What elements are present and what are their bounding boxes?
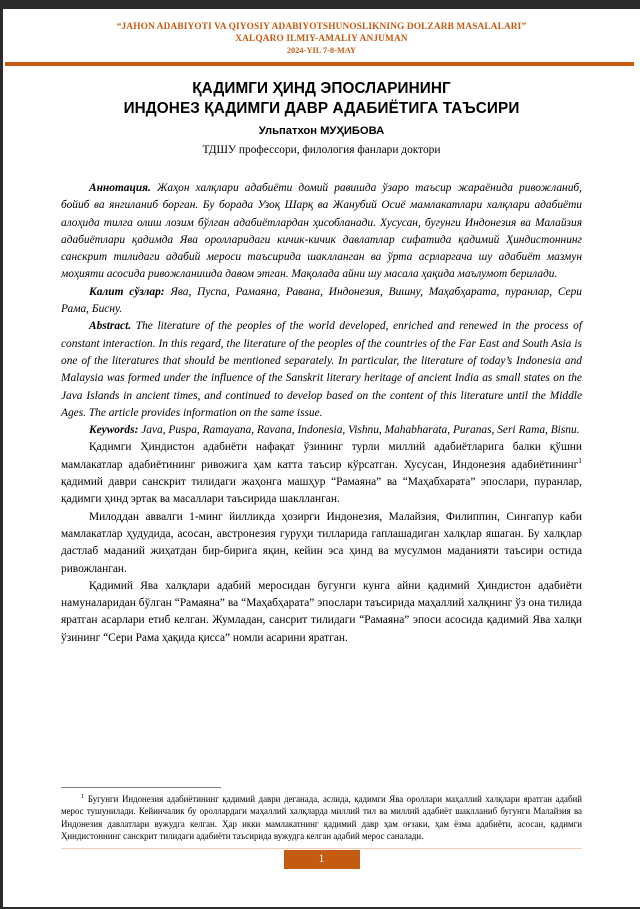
- footnote-reference-marker[interactable]: 1: [578, 455, 582, 465]
- conference-subtitle: XALQARO ILMIY-AMALIY ANJUMAN: [235, 34, 408, 44]
- conference-header: [3, 9, 640, 57]
- keywords-en-text: Java, Puspa, Ramayana, Ravana, Indonesia, Vishnu, Mahabharata, Puranas, Seri Rama, Bisnu.: [141, 424, 580, 437]
- keywords-uz-label: Калит сўзлар:: [89, 285, 165, 298]
- body-paragraph-2: Милоддан аввалги 1-минг йилликда ҳозирги Индонезия, Малайзия, Филиппин, Сингапур каби мамлакатлар ҳудудида, асосан, австронезия гуруҳи тилларида гаплашадиган халқлар яшаган. Бу халқлар дастлаб маданий жиҳатдан бир-бирига яқин, кейин эса ҳинд ва мусулмон маданияти таъсири остида ривожланган.: [61, 510, 582, 575]
- page-sheet: [3, 9, 640, 907]
- body-paragraph-1-part2: қадимий даври санскрит тилидаги жаҳонга машҳур “Рамаяна” ва “Маҳабхарата” эпослари, пуранлар, қадимги ҳинд эртак ва масаллари таъсирида шаклланган.: [61, 476, 582, 506]
- author-name: Ульпатхон МУҲИБОВА: [258, 125, 385, 137]
- footnote-text: Бугунги Индонезия адабиётининг қадимий даври деганада, аслида, қадимги Ява ороллари маҳаллий халқлари яратган адабий мерос тушунилади. Кейинчалик бу ороллардаги маҳаллий халқларда миллий тил ва миллий адабиёт шаклланиб бугунги Малайзия ва Индонезия давлатлари вужудга келган. Ҳар икки мамлакатнинг қадимий давр ҳам оғзаки, ҳам ёзма адабиёти, асосан, қадимги Ҳиндистоннинг санскрит тилидаги адабиёти таъсирида вужудга келган адабий мерос саналади.: [61, 793, 582, 842]
- header-accent-rule: [5, 62, 634, 66]
- page-top-band: [0, 0, 640, 9]
- article-body: [3, 180, 640, 647]
- footnote-number: 1: [81, 792, 85, 800]
- footnote-separator-rule: [61, 787, 221, 788]
- page-title-line1: ҚАДИМГИ ҲИНД ЭПОСЛАРИНИНГ: [192, 80, 451, 97]
- footnote-area: [61, 787, 582, 843]
- keywords-en-paragraph: [61, 422, 582, 439]
- author-affiliation: ТДШУ профессори, филология фанлари доктори: [202, 144, 441, 156]
- body-paragraph-1-part1: Қадимги Ҳиндистон адабиёти нафақат ўзининг турли миллий адабиётларига балки қўшни мамлакатлар адабиётининг ривожига ҳам катта таъсир кўрсатган. Хусусан, Индонезия адабиётининг: [61, 441, 582, 471]
- keywords-uz-text: Ява, Пуспа, Рамаяна, Равана, Индонезия, Вишну, Маҳабҳарата, пуранлар, Сери Рама, Бисну.: [61, 285, 582, 316]
- abstract-ru-label: Аннотация.: [89, 182, 151, 194]
- page-number-rule: [61, 848, 582, 849]
- body-paragraph-3: Қадимий Ява халқлари адабий меросидан бугунги кунга айни қадимий Ҳиндистон адабиёти намуналаридан бўлган “Рамаяна” ва “Маҳабҳарата” эпослари таъсирида маҳаллий халқнинг ўз она тилида яратган асарлари етиб келган. Жумладан, сансрит тилидаги “Рамаяна” эпоси асосида қадимий Ява халқи ўзининг “Сери Рама ҳақида қисса” номли асарини яратган.: [61, 579, 582, 644]
- title-block: [3, 79, 640, 158]
- page-title-line2: ИНДОНЕЗ ҚАДИМГИ ДАВР АДАБИЁТИГА ТАЪСИРИ: [123, 100, 520, 117]
- abstract-ru-paragraph: [61, 180, 582, 284]
- abstract-en-paragraph: [61, 318, 582, 422]
- body-paragraph-1: [61, 439, 582, 508]
- footnote-entry: [61, 793, 582, 843]
- conference-title: “JAHON ADABIYOTI VA QIYOSIY ADABIYOTSHUNOSLIKNING DOLZARB MASALALARI”: [116, 22, 527, 32]
- page-number-badge: 1: [284, 850, 360, 869]
- keywords-uz-paragraph: [61, 284, 582, 319]
- abstract-ru-text: Жаҳон халқлари адабиёти домий равишда ўзаро таъсир жараёнида ривожланиб, бойиб ва янгиланиб борган. Бу борада Узоқ Шарқ ва Жанубий Осиё мамлакатлари халқлари адабиёти алоҳида тилга олиш лозим бўлган адабиётлардан ҳисобланади. Хусусан, бугунги Индонезия ва Малайзия адабиётлари қадимда Ява оролларидаги кичик-кичик давлатлар сифатида қадимий Ҳиндистоннинг санскрит тилидаги адабий мероси таъсирида шаклланган ва ўрта асрларгача шу адабиёт мазмун моҳияти асосида ривожланишда давом этган. Мақолада айни шу масала ҳақида маълумот берилади.: [61, 182, 582, 281]
- abstract-en-text: The literature of the peoples of the world developed, enriched and renewed in the process of constant interaction. In this regard, the literature of the peoples of the countries of the Far East and South Asia is one of the literatures that should be mentioned separately. In particular, the literature of today’s Indonesia and Malaysia was formed under the influence of the Sanskrit literary heritage of ancient India as small states on the Java Islands in ancient times, and continued to develop based on the content of this literature until the Middle Ages. The article provides information on the same issue.: [61, 320, 582, 419]
- conference-date: 2024-YIL 7-8-MAY: [286, 46, 357, 55]
- keywords-en-label: Keywords:: [89, 424, 139, 437]
- abstract-en-label: Abstract.: [89, 320, 132, 333]
